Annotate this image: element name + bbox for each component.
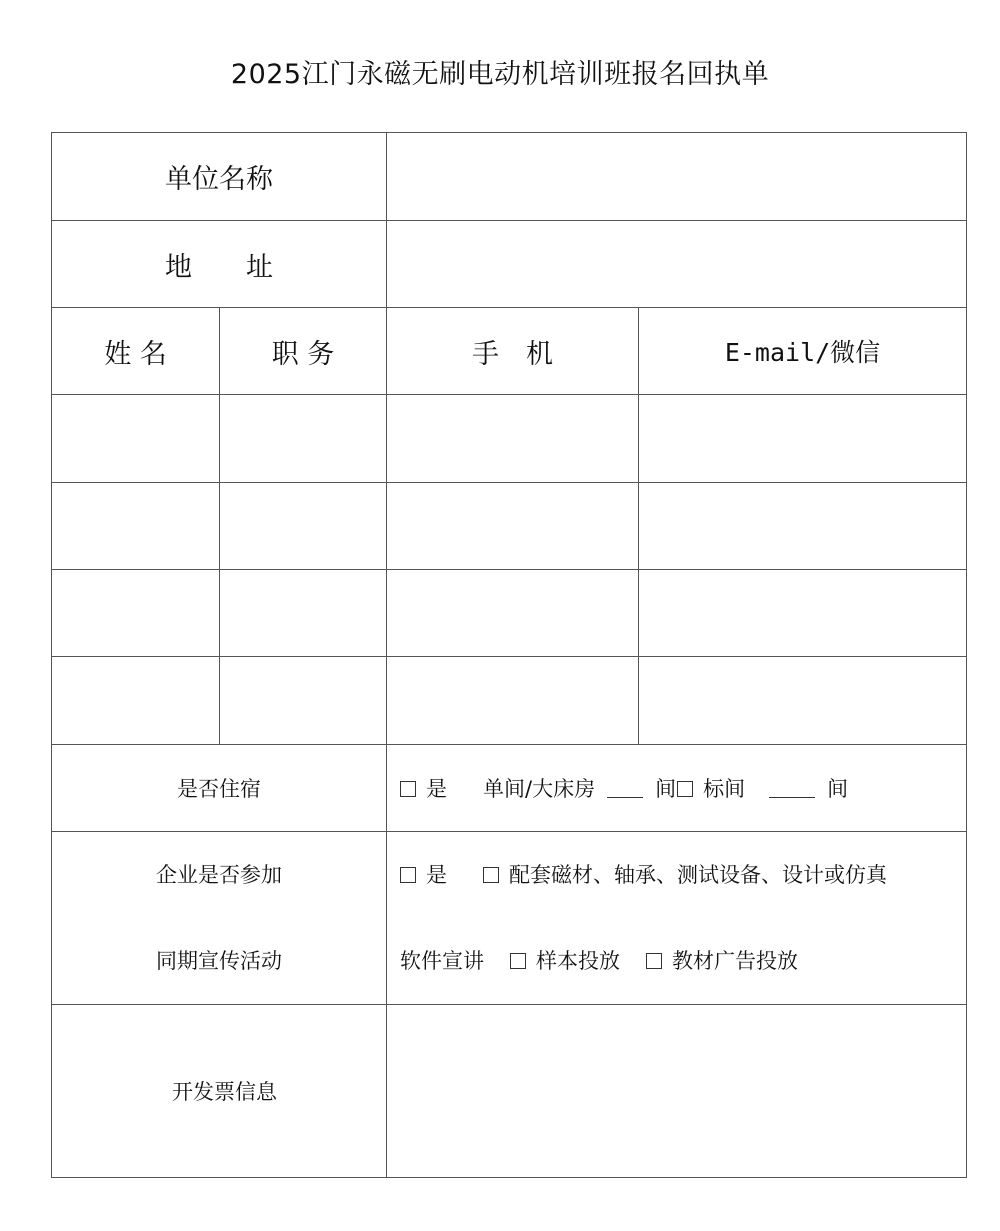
header-email-wechat: E-mail/微信 <box>639 308 967 395</box>
supporting-materials-label-line1: 配套磁材、轴承、测试设备、设计或仿真 <box>509 863 887 887</box>
accommodation-yes-checkbox[interactable] <box>400 781 416 797</box>
accommodation-yes-label: 是 <box>426 777 447 801</box>
supporting-materials-label-line2: 软件宣讲 <box>400 949 484 973</box>
promotion-label-line1: 企业是否参加 <box>156 863 282 887</box>
address-field[interactable] <box>387 221 967 308</box>
accommodation-row <box>52 745 967 832</box>
invoice-field[interactable] <box>387 1005 967 1178</box>
accommodation-options <box>387 745 967 832</box>
company-name-field[interactable] <box>387 133 967 221</box>
company-row <box>52 133 967 221</box>
attendee-position-field[interactable] <box>220 483 387 570</box>
promotion-label-line2: 同期宣传活动 <box>156 949 282 973</box>
sample-distribution-checkbox[interactable] <box>510 953 526 969</box>
standard-room-label: 标间 <box>703 777 746 801</box>
attendee-name-field[interactable] <box>52 395 220 483</box>
promotion-options <box>387 832 967 1005</box>
attendee-row <box>52 395 967 483</box>
attendee-name-field[interactable] <box>52 657 220 745</box>
invoice-label: 开发票信息 <box>52 1005 387 1178</box>
address-label: 地 址 <box>52 221 387 308</box>
header-name: 姓 名 <box>52 308 220 395</box>
attendee-position-field[interactable] <box>220 570 387 657</box>
attendee-position-field[interactable] <box>220 395 387 483</box>
header-mobile: 手 机 <box>387 308 639 395</box>
attendee-email-field[interactable] <box>639 570 967 657</box>
promotion-yes-checkbox[interactable] <box>400 867 416 883</box>
attendee-mobile-field[interactable] <box>387 570 639 657</box>
single-room-unit: 间 <box>655 777 677 801</box>
address-row <box>52 221 967 308</box>
attendee-email-field[interactable] <box>639 657 967 745</box>
attendee-mobile-field[interactable] <box>387 483 639 570</box>
attendee-email-field[interactable] <box>639 483 967 570</box>
standard-room-unit: 间 <box>827 777 849 801</box>
registration-form-table <box>51 132 967 1178</box>
single-room-count-blank[interactable] <box>607 779 643 798</box>
invoice-row <box>52 1005 967 1178</box>
attendee-row <box>52 657 967 745</box>
form-title: 2025江门永磁无刷电动机培训班报名回执单 <box>230 59 770 90</box>
sample-distribution-label: 样本投放 <box>536 949 620 973</box>
company-name-label: 单位名称 <box>52 133 387 221</box>
single-room-label: 单间/大床房 <box>483 777 596 801</box>
textbook-ad-checkbox[interactable] <box>646 953 662 969</box>
attendee-position-field[interactable] <box>220 657 387 745</box>
textbook-ad-label: 教材广告投放 <box>672 949 798 973</box>
attendee-header-row <box>52 308 967 395</box>
attendee-email-field[interactable] <box>639 395 967 483</box>
attendee-mobile-field[interactable] <box>387 395 639 483</box>
promotion-options-line1 <box>400 832 966 918</box>
promotion-row <box>52 832 967 1005</box>
attendee-mobile-field[interactable] <box>387 657 639 745</box>
standard-room-checkbox[interactable] <box>677 781 693 797</box>
supporting-materials-checkbox[interactable] <box>483 867 499 883</box>
attendee-name-field[interactable] <box>52 483 220 570</box>
promotion-label <box>52 832 387 1005</box>
attendee-name-field[interactable] <box>52 570 220 657</box>
standard-room-count-blank[interactable] <box>769 779 815 798</box>
header-position: 职 务 <box>220 308 387 395</box>
promotion-yes-label: 是 <box>426 863 447 887</box>
accommodation-label: 是否住宿 <box>52 745 387 832</box>
promotion-options-line2 <box>400 918 966 1004</box>
attendee-row <box>52 483 967 570</box>
attendee-row <box>52 570 967 657</box>
